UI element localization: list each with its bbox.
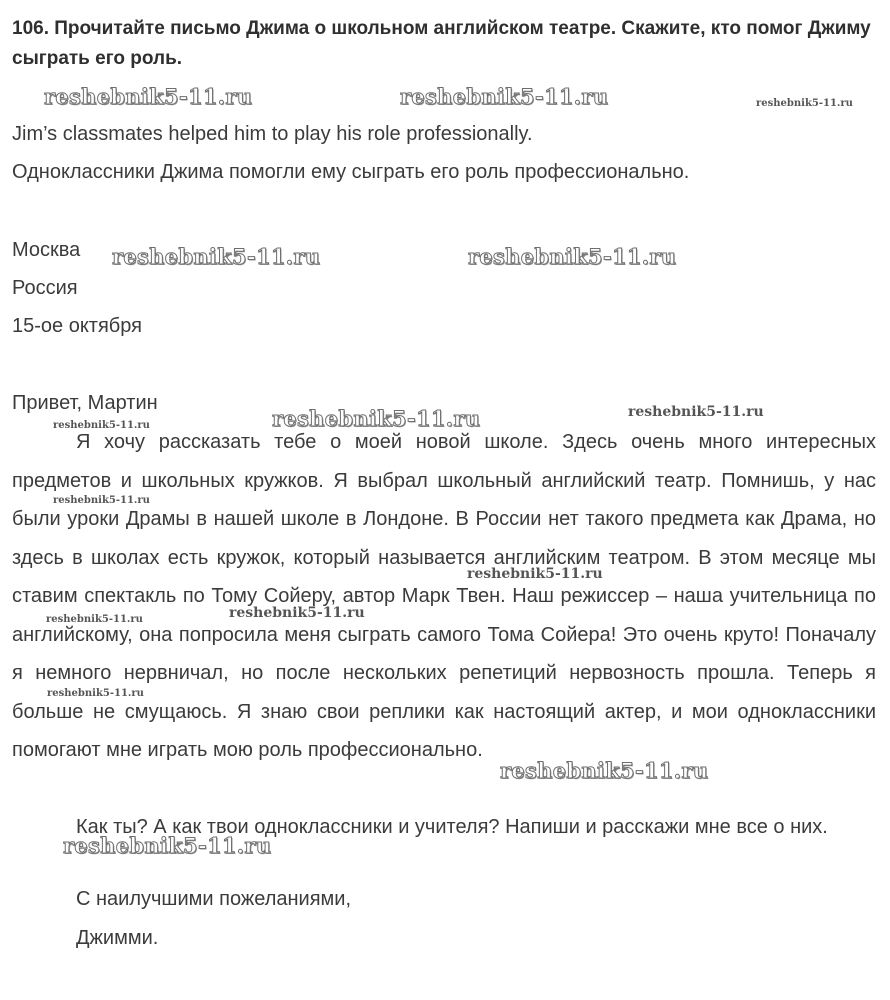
letter-country: Россия (12, 277, 78, 299)
watermark: reshebnik5-11.ru (53, 420, 150, 431)
letter-body: Я хочу рассказать тебе о моей новой школе. Здесь очень много интересных предметов и школьных кружков. Я выбрал школьный английский театр. Помнишь, у нас были уроки Драмы в нашей школе в Лондоне. В России нет такого предмета как Драма, но здесь в школах есть кружок, который называется английским театром. В этом месяце мы ставим спектакль по Тому Сойеру, автор Марк Твен. Наш режиссер – наша учительница по английскому, она попросила меня сыграть самого Тома Сойера! Это очень круто! Поначалу я немного нервничал, но после нескольких репетиций нервозность прошла. Теперь я больше не смущаюсь. Я знаю свои реплики как настоящий актер, и мои одноклассники помогают мне играть мою роль профессионально. (12, 431, 876, 761)
letter-date: 15-ое октября (12, 315, 142, 337)
answer-russian: Одноклассники Джима помогли ему сыграть его роль профессионально. (12, 161, 690, 183)
watermark: reshebnik5-11.ru (468, 244, 677, 269)
watermark: reshebnik5-11.ru (47, 688, 144, 699)
letter-closing-paragraph: Как ты? А как твои одноклассники и учителя? Напиши и расскажи мне все о них. (76, 816, 828, 838)
watermark: reshebnik5-11.ru (500, 758, 709, 783)
watermark: reshebnik5-11.ru (272, 406, 481, 431)
watermark: reshebnik5-11.ru (63, 833, 272, 858)
watermark: reshebnik5-11.ru (53, 495, 150, 506)
letter-signature: Джимми. (76, 927, 159, 949)
watermark: reshebnik5-11.ru (46, 614, 143, 625)
watermark: reshebnik5-11.ru (628, 404, 764, 420)
watermark: reshebnik5-11.ru (756, 98, 853, 109)
task-heading: 106. Прочитайте письмо Джима о школьном английском театре. Скажите, кто помог Джиму сыграть его роль. (12, 18, 871, 69)
watermark: reshebnik5-11.ru (400, 84, 609, 109)
letter-city: Москва (12, 239, 81, 261)
watermark: reshebnik5-11.ru (44, 84, 253, 109)
watermark: reshebnik5-11.ru (112, 244, 321, 269)
answer-english: Jim’s classmates helped him to play his role professionally. (12, 123, 533, 145)
watermark: reshebnik5-11.ru (467, 566, 603, 582)
letter-greeting: Привет, Мартин (12, 392, 158, 414)
letter-sign-off: С наилучшими пожеланиями, (76, 888, 352, 910)
watermark: reshebnik5-11.ru (229, 605, 365, 621)
